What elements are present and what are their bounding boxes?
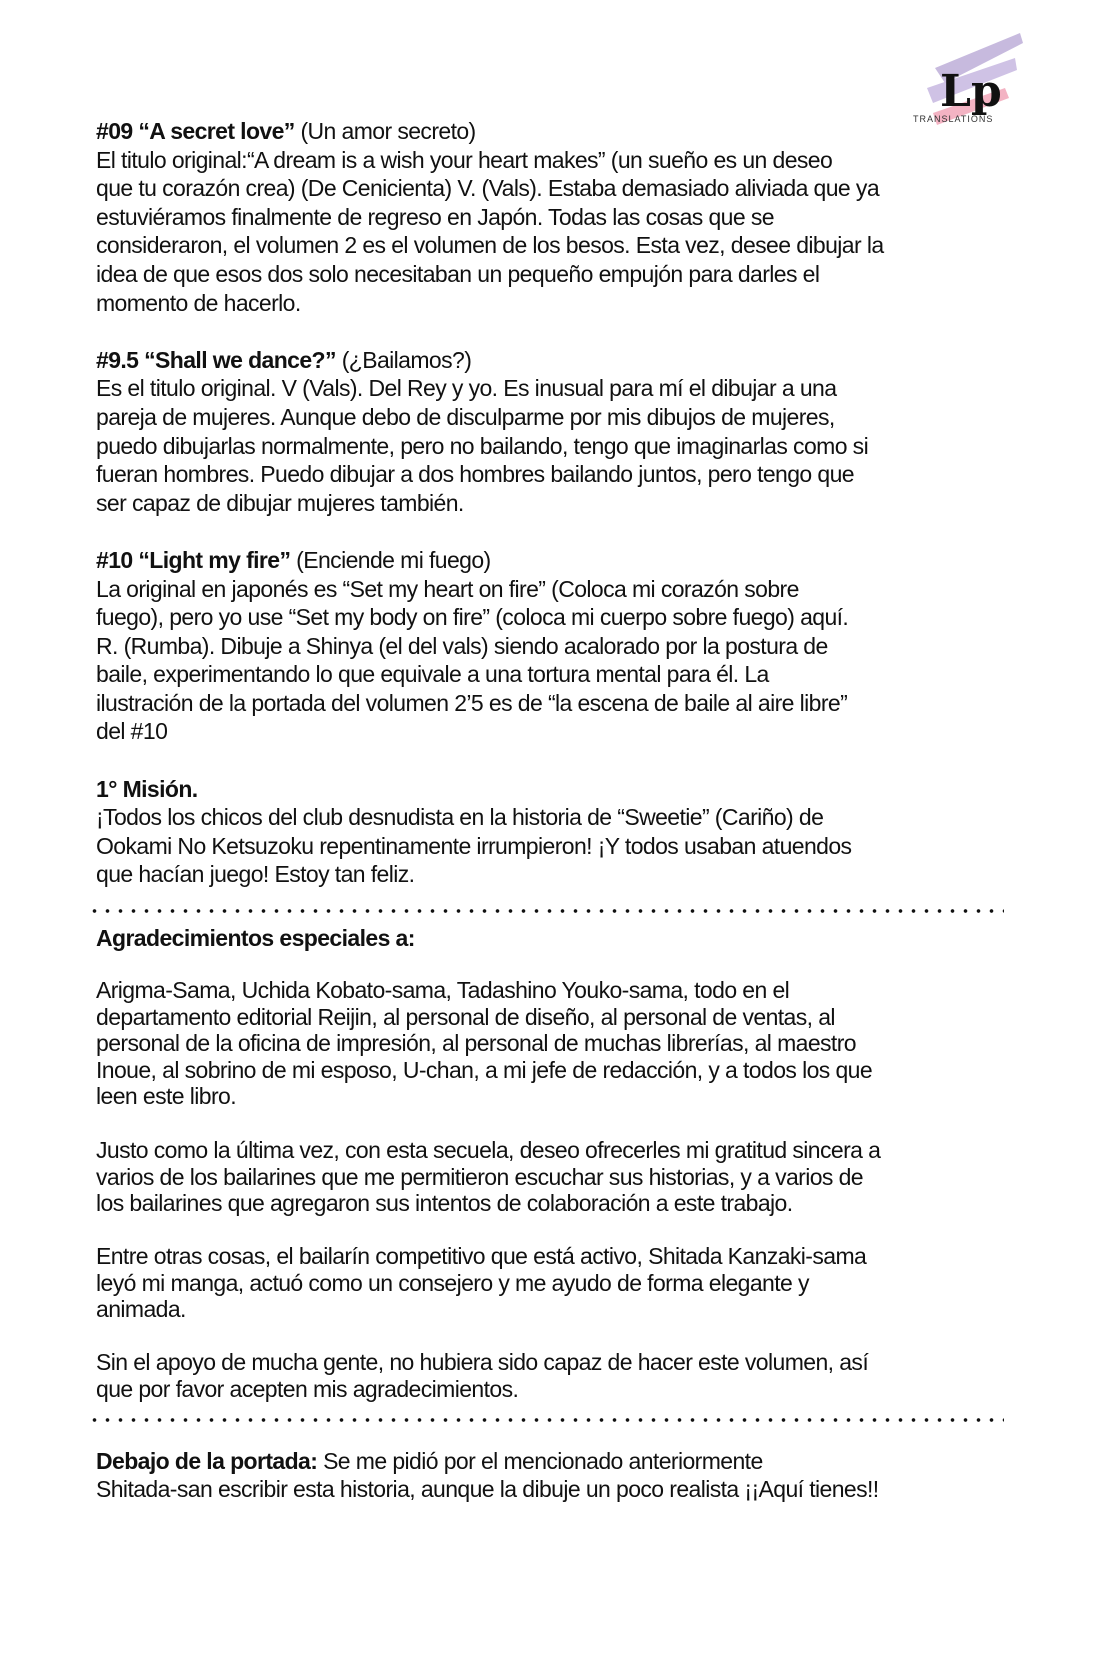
text-line: El titulo original:“A dream is a wish your heart makes” (un sueño es un deseo	[96, 146, 833, 173]
text-line: fuego), pero yo use “Set my body on fire” (coloca mi cuerpo sobre fuego) aquí.	[96, 604, 849, 631]
text-line: varios de los bailarines que me permitieron escuchar sus historias, y a varios de	[96, 1163, 864, 1190]
note-section	[96, 775, 884, 889]
heading-title: #10 “Light my fire”	[96, 546, 291, 573]
note-section	[96, 346, 884, 518]
thanks-paragraph	[96, 1349, 868, 1402]
text-line: ¡Todos los chicos del club desnudista en la historia de “Sweetie” (Cariño) de	[96, 804, 824, 831]
text-line: estuviéramos finalmente de regreso en Japón. Todas las cosas que se	[96, 203, 774, 230]
text-line: baile, experimentando lo que equivale a una tortura mental para él. La	[96, 661, 769, 688]
thanks-paragraph	[96, 977, 872, 1110]
text-line: Inoue, al sobrino de mi esposo, U-chan, a mi jefe de redacción, y a todos los que	[96, 1056, 873, 1083]
text-line: departamento editorial Reijin, al personal de diseño, al personal de ventas, al	[96, 1003, 835, 1030]
text-line: Ookami No Ketsuzoku repentinamente irrumpieron! ¡Y todos usaban atuendos	[96, 832, 852, 859]
text-line: leyó mi manga, actuó como un consejero y me ayudo de forma elegante y	[96, 1269, 809, 1296]
text-line: puedo dibujarlas normalmente, pero no bailando, tengo que imaginarlas como si	[96, 432, 869, 459]
thanks-paragraph	[96, 1137, 880, 1217]
thanks-paragraph	[96, 1243, 866, 1323]
text-line: los bailarines que agregaron sus intentos de colaboración a este trabajo.	[96, 1190, 793, 1216]
text-line: fueran hombres. Puedo dibujar a dos hombres bailando juntos, pero tengo que	[96, 461, 854, 488]
chapter-notes	[96, 117, 884, 918]
svg-text:TRANSLATIONS: TRANSLATIONS	[913, 114, 994, 124]
cover-line: Shitada-san escribir esta historia, aunque la dibuje un poco realista ¡¡Aquí tienes!!	[96, 1476, 879, 1502]
cover-note	[96, 1447, 879, 1503]
dotted-divider	[88, 908, 1004, 914]
note-section	[96, 546, 884, 746]
text-line: personal de la oficina de impresión, al personal de muchas librerías, al maestro	[96, 1030, 856, 1056]
note-section	[96, 117, 884, 317]
text-line: momento de hacerlo.	[96, 289, 301, 316]
text-line: leen este libro.	[96, 1083, 236, 1109]
text-line: La original en japonés es “Set my heart on fire” (Coloca mi corazón sobre	[96, 575, 799, 602]
text-line: ilustración de la portada del volumen 2’5 es de “la escena de baile al aire libre”	[96, 689, 848, 716]
text-line: del #10	[96, 718, 168, 745]
text-line: que hacían juego! Estoy tan feliz.	[96, 861, 415, 888]
text-line: animada.	[96, 1296, 186, 1322]
cover-line: Se me pidió por el mencionado anteriormente	[317, 1448, 763, 1474]
text-line: pareja de mujeres. Aunque debo de disculparme por mis dibujos de mujeres,	[96, 403, 835, 430]
translator-logo	[905, 28, 1025, 128]
section-heading	[96, 117, 884, 146]
text-line: Arigma-Sama, Uchida Kobato-sama, Tadashino Youko-sama, todo en el	[96, 977, 790, 1003]
heading-subtitle: (Un amor secreto)	[294, 118, 476, 144]
heading-title: #9.5 “Shall we dance?”	[96, 346, 336, 373]
heading-title: #09 “A secret love”	[96, 118, 295, 144]
heading-title: 1° Misión.	[96, 775, 198, 802]
section-heading	[96, 346, 884, 375]
thanks-heading: Agradecimientos especiales a:	[96, 925, 415, 951]
text-line: ser capaz de dibujar mujeres también.	[96, 489, 464, 516]
dotted-divider	[88, 1417, 1004, 1423]
text-line: idea de que esos dos solo necesitaban un pequeño empujón para darles el	[96, 260, 820, 287]
section-heading	[96, 775, 884, 804]
section-heading	[96, 546, 884, 575]
cover-label: Debajo de la portada:	[96, 1448, 318, 1474]
text-line: Sin el apoyo de mucha gente, no hubiera sido capaz de hacer este volumen, así	[96, 1349, 869, 1375]
heading-subtitle: (¿Bailamos?)	[335, 346, 472, 373]
text-line: que tu corazón crea) (De Cenicienta) V. (Vals). Estaba demasiado aliviada que ya	[96, 175, 880, 202]
heading-subtitle: (Enciende mi fuego)	[290, 546, 491, 573]
text-line: que por favor acepten mis agradecimientos.	[96, 1375, 519, 1402]
svg-text:Lp: Lp	[940, 66, 1002, 117]
text-line: Entre otras cosas, el bailarín competitivo que está activo, Shitada Kanzaki-sama	[96, 1243, 867, 1269]
text-line: consideraron, el volumen 2 es el volumen de los besos. Esta vez, desee dibujar la	[96, 232, 884, 259]
text-line: Es el titulo original. V (Vals). Del Rey y yo. Es inusual para mí el dibujar a una	[96, 375, 837, 402]
text-line: R. (Rumba). Dibuje a Shinya (el del vals) siendo acalorado por la postura de	[96, 632, 828, 659]
text-line: Justo como la última vez, con esta secuela, deseo ofrecerles mi gratitud sincera a	[96, 1137, 881, 1163]
